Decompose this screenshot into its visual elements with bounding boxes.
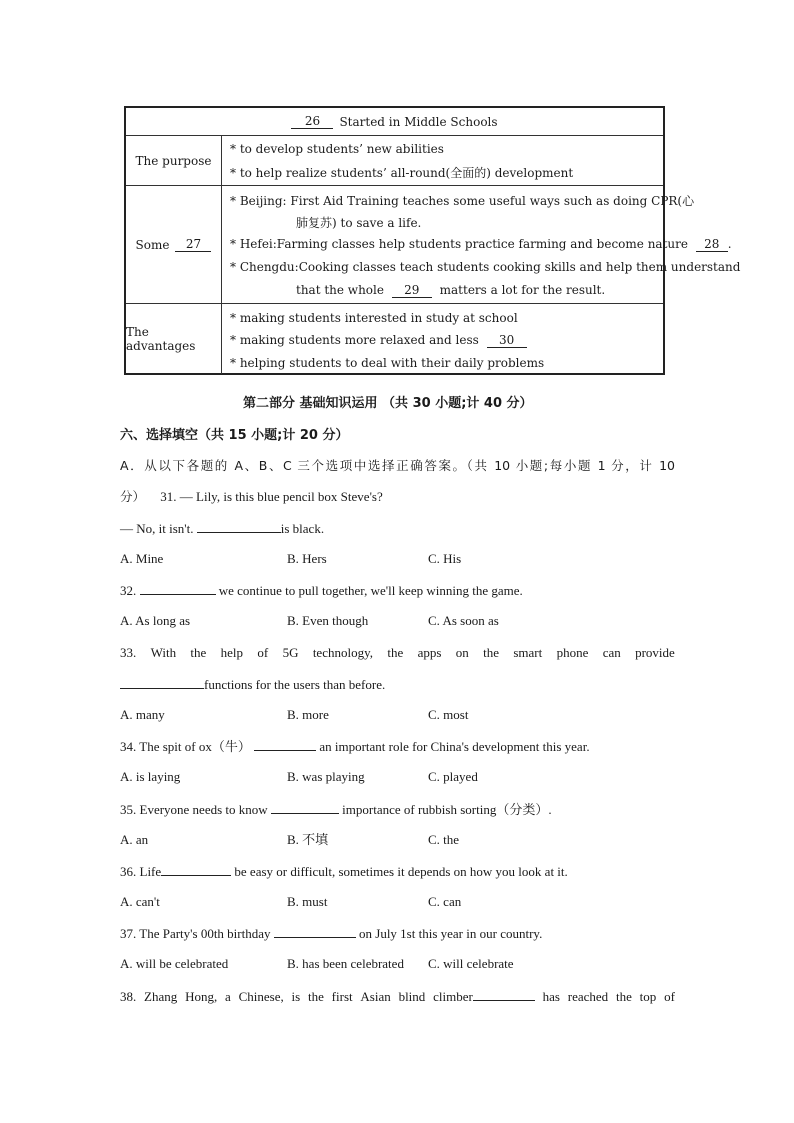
q33-word: on (455, 645, 469, 660)
q31-stem-line (120, 489, 383, 505)
q38-climber-blank (433, 988, 535, 1005)
section-six-title: 六、选择填空（共 15 小题;计 20 分） (120, 428, 349, 443)
hefei-line (230, 237, 732, 252)
table-row-advantages (126, 303, 663, 374)
blank-30: 30 (487, 334, 527, 348)
q38-word: Asian (360, 989, 391, 1004)
q31-option-b[interactable]: B. Hers (287, 551, 327, 566)
purpose-item-1: * to develop students’ new abilities (230, 142, 444, 156)
q33-stem (120, 645, 675, 661)
hefei-period: . (727, 237, 732, 251)
table-row-some (126, 185, 741, 304)
q34-text-pre: 34. The spit of ox（牛） (120, 739, 251, 754)
q31-line2 (120, 520, 324, 537)
q38-word: of (664, 989, 675, 1004)
q34-option-c[interactable]: C. played (428, 769, 478, 784)
q33-word: provide (635, 645, 675, 660)
q38-blank (473, 988, 535, 1001)
q36-text-pre: 36. Life (120, 864, 162, 879)
q33-word: technology, (312, 645, 373, 660)
advantage-item-1: * making students interested in study at school (230, 311, 518, 325)
q38-word: Hong, (185, 989, 218, 1004)
q36-option-b[interactable]: B. must (287, 894, 328, 909)
q33-word: 33. (120, 645, 137, 660)
q38-word: has (542, 989, 560, 1004)
q36-option-c[interactable]: C. can (428, 894, 462, 909)
q33-text: functions for the users than before. (204, 677, 386, 692)
part-two-title: 第二部分 基础知识运用 （共 30 小题;计 40 分） (243, 396, 533, 411)
table-title: Started in Middle Schools (339, 114, 498, 129)
table-row-purpose (126, 135, 663, 186)
some-label: Some (135, 238, 170, 252)
q35-option-a[interactable]: A. an (120, 832, 149, 847)
advantage-item-2-text: * making students more relaxed and less (230, 333, 479, 347)
q37-text-post: on July 1st this year in our country. (359, 926, 543, 941)
instruction-a: A．从以下各题的 A、B、C 三个选项中选择正确答案。（共 10 小题;每小题 1 分，计 10 (120, 458, 675, 473)
table-title-row (126, 108, 663, 135)
q34-text-post: an important role for China's development this year. (319, 739, 590, 754)
q33-word: smart (513, 645, 543, 660)
beijing-line: * Beijing: First Aid Training teaches some useful ways such as doing CPR(心 (230, 194, 695, 208)
q37-option-b[interactable]: B. has been celebrated (287, 956, 404, 971)
q32-text: we continue to pull together, we'll keep winning the game. (218, 583, 523, 598)
q33-blank (120, 676, 204, 689)
q32-option-b[interactable]: B. Even though (287, 613, 369, 628)
q38-word: a (225, 989, 231, 1004)
q31-blank (197, 520, 281, 533)
q33-line2 (120, 676, 385, 693)
q36-blank (161, 863, 231, 876)
q35-option-c[interactable]: C. the (428, 832, 460, 847)
q33-option-c[interactable]: C. most (428, 707, 469, 722)
q35-blank (271, 801, 339, 814)
q33-word: can (602, 645, 621, 660)
q32-option-c[interactable]: C. As soon as (428, 613, 499, 628)
purpose-item-2: * to help realize students’ all-round(全面的) development (230, 166, 574, 180)
q34-option-a[interactable]: A. is laying (120, 769, 181, 784)
q31-option-c[interactable]: C. His (428, 551, 462, 566)
q37-text-pre: 37. The Party's 00th birthday (120, 926, 271, 941)
q33-word: phone (556, 645, 589, 660)
q32-stem (120, 582, 523, 599)
q33-word: the (190, 645, 207, 660)
q37-stem (120, 925, 542, 942)
blank-26: 26 (291, 115, 333, 129)
q38-word: top (639, 989, 657, 1004)
q37-option-a[interactable]: A. will be celebrated (120, 956, 229, 971)
advantage-item-2 (230, 333, 527, 348)
q31-reply-end: is black. (280, 521, 325, 536)
reading-summary-table (124, 106, 741, 375)
q38-stem (120, 988, 675, 1005)
q33-word: apps (417, 645, 442, 660)
some-label-cell (126, 186, 222, 304)
q31-option-a[interactable]: A. Mine (120, 551, 164, 566)
q37-option-c[interactable]: C. will celebrate (428, 956, 514, 971)
chengdu-post: matters a lot for the result. (439, 283, 606, 297)
q38-word: Zhang (144, 989, 178, 1004)
q37-blank (274, 925, 356, 938)
chengdu-line-cont (296, 283, 605, 298)
q33-option-a[interactable]: A. many (120, 707, 165, 722)
q33-word: help (220, 645, 244, 660)
q31-stem: 31. — Lily, is this blue pencil box Steve's? (160, 489, 383, 504)
q32-number: 32. (120, 583, 137, 598)
q35-text-post: importance of rubbish sorting（分类）. (342, 802, 552, 817)
q38-word: Chinese, (238, 989, 284, 1004)
beijing-line-cont: 肺复苏) to save a life. (296, 216, 422, 230)
q38-word: 38. (120, 989, 137, 1004)
purpose-label: The purpose (126, 136, 222, 186)
q38-word: reached (567, 989, 609, 1004)
q34-stem (120, 738, 590, 755)
blank-28: 28 (696, 238, 728, 252)
q32-option-a[interactable]: A. As long as (120, 613, 191, 628)
advantages-label: The advantages (126, 304, 222, 374)
q36-option-a[interactable]: A. can't (120, 894, 160, 909)
blank-29: 29 (392, 284, 432, 298)
q35-stem (120, 801, 552, 818)
q36-stem (120, 863, 568, 880)
q33-word: of (257, 645, 269, 660)
q35-option-b[interactable]: B. 不填 (287, 832, 329, 847)
q33-word: the (387, 645, 404, 660)
instruction-a-cont: 分） (120, 489, 146, 504)
q34-option-b[interactable]: B. was playing (287, 769, 365, 784)
chengdu-line: * Chengdu:Cooking classes teach students cooking skills and help them understand (230, 260, 741, 274)
q31-reply: — No, it isn't. (120, 521, 194, 536)
q35-text-pre: 35. Everyone needs to know (120, 802, 268, 817)
q33-option-b[interactable]: B. more (287, 707, 329, 722)
blank-27: 27 (175, 238, 211, 252)
q33-word: the (483, 645, 499, 660)
q33-word: 5G (282, 645, 299, 660)
q34-blank (254, 738, 316, 751)
q38-word: blind (398, 989, 426, 1004)
advantage-item-3: * helping students to deal with their daily problems (230, 356, 545, 370)
q38-word: first (331, 989, 353, 1004)
q38-word: the (307, 989, 324, 1004)
q38-word: the (615, 989, 632, 1004)
hefei-text: * Hefei:Farming classes help students practice farming and become nature (230, 237, 688, 251)
q38-word: climber (433, 989, 473, 1004)
chengdu-pre: that the whole (296, 283, 384, 297)
q33-word: With (150, 645, 177, 660)
q36-text-post: be easy or difficult, sometimes it depends on how you look at it. (234, 864, 568, 879)
q32-blank (140, 582, 216, 595)
q38-word: is (291, 989, 301, 1004)
